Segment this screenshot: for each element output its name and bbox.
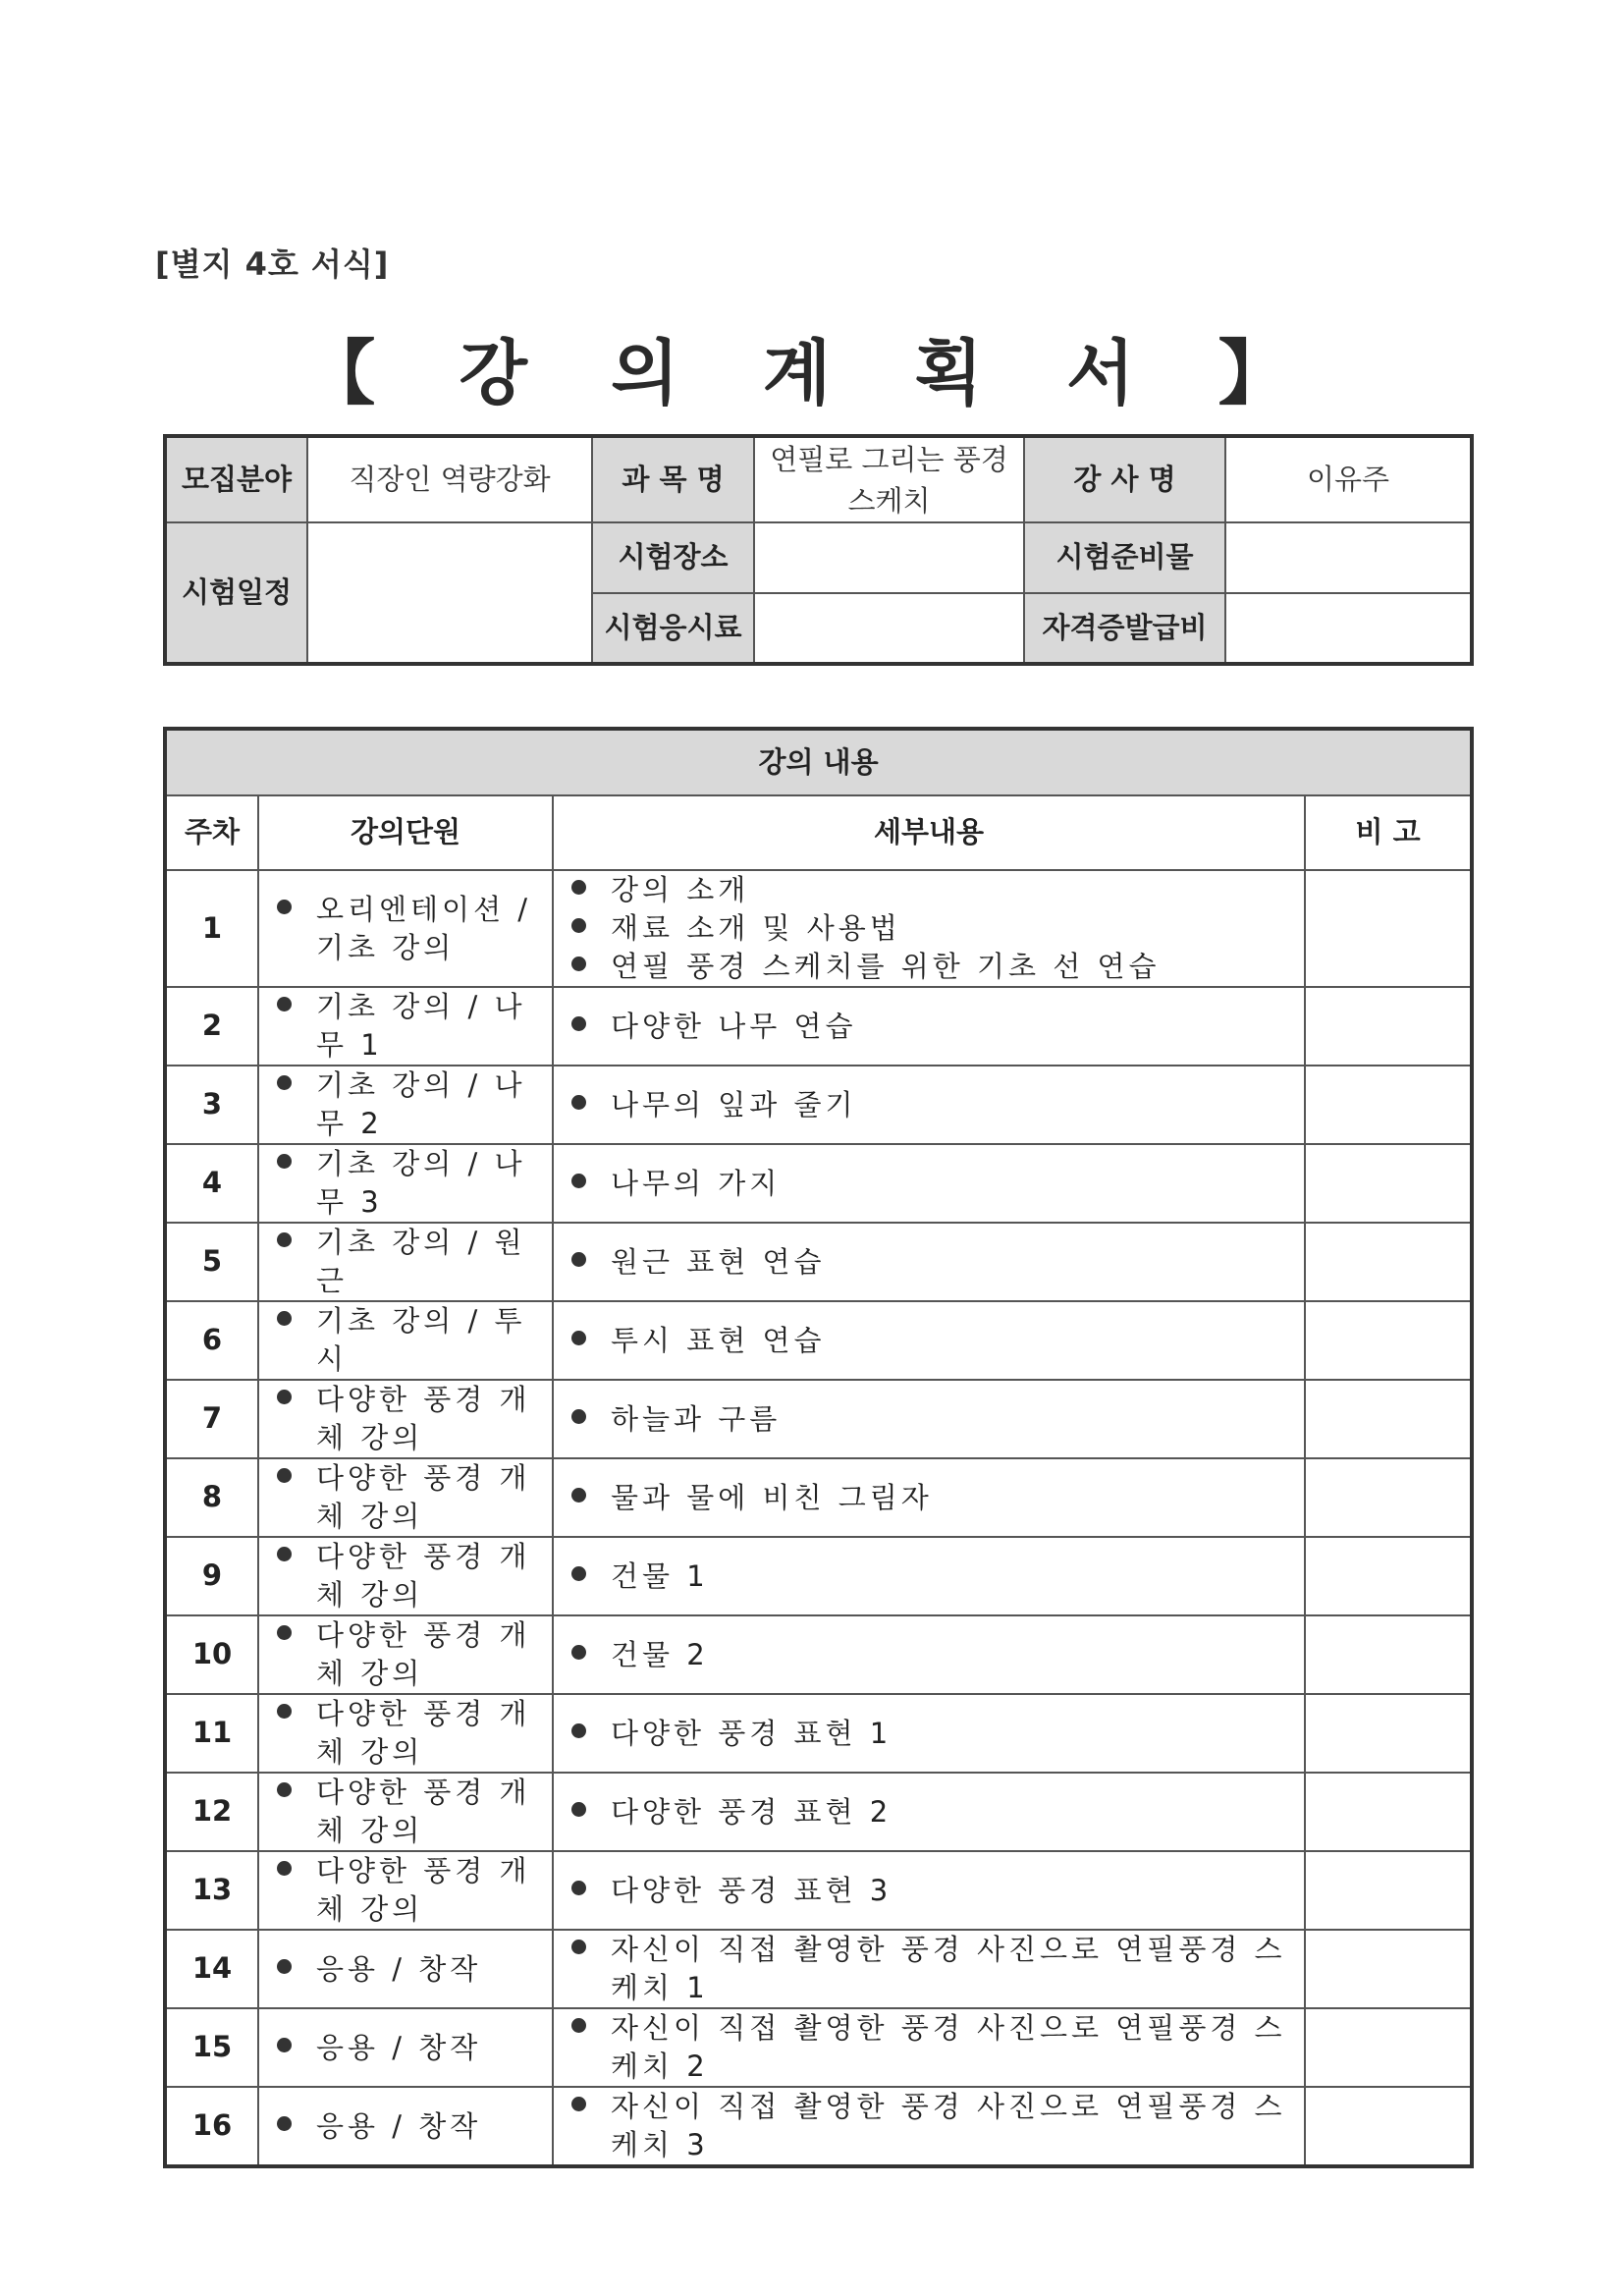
detail-item: 자신이 직접 촬영한 풍경 사진으로 연필풍경 스케치 3 bbox=[611, 2088, 1294, 2164]
note-cell bbox=[1305, 1694, 1472, 1773]
table-row bbox=[165, 1144, 1472, 1223]
table-row bbox=[165, 987, 1472, 1066]
table-row bbox=[165, 1380, 1472, 1458]
note-cell bbox=[1305, 1144, 1472, 1223]
unit-cell bbox=[258, 1851, 553, 1930]
exam-fee-label: 시험응시료 bbox=[592, 593, 754, 664]
detail-item: 강의 소개 bbox=[611, 871, 1294, 909]
unit-text: 기초 강의 / 나무 3 bbox=[316, 1145, 542, 1222]
document-title: 【 강 의 계 획 서 】 bbox=[304, 332, 1319, 414]
table-row bbox=[165, 1301, 1472, 1380]
week-cell: 14 bbox=[165, 1930, 258, 2008]
unit-text: 다양한 풍경 개체 강의 bbox=[316, 1695, 542, 1772]
detail-item: 건물 1 bbox=[611, 1558, 1294, 1596]
unit-text: 응용 / 창작 bbox=[316, 1950, 542, 1989]
note-cell bbox=[1305, 1380, 1472, 1458]
week-cell: 11 bbox=[165, 1694, 258, 1773]
unit-cell bbox=[258, 1773, 553, 1851]
detail-item: 나무의 잎과 줄기 bbox=[611, 1086, 1294, 1124]
table-row bbox=[165, 1930, 1472, 2008]
field-label: 모집분야 bbox=[165, 436, 307, 522]
detail-item: 다양한 나무 연습 bbox=[611, 1008, 1294, 1046]
detail-item: 연필 풍경 스케치를 위한 기초 선 연습 bbox=[611, 948, 1294, 986]
unit-text: 다양한 풍경 개체 강의 bbox=[316, 1538, 542, 1614]
unit-cell bbox=[258, 987, 553, 1066]
table-row bbox=[165, 2008, 1472, 2087]
week-cell: 2 bbox=[165, 987, 258, 1066]
unit-text: 응용 / 창작 bbox=[316, 2029, 542, 2067]
subject-value: 연필로 그리는 풍경 스케치 bbox=[754, 436, 1024, 522]
unit-cell bbox=[258, 1380, 553, 1458]
note-cell bbox=[1305, 987, 1472, 1066]
table-row bbox=[165, 1773, 1472, 1851]
note-cell bbox=[1305, 1930, 1472, 2008]
unit-text: 다양한 풍경 개체 강의 bbox=[316, 1774, 542, 1850]
week-cell: 7 bbox=[165, 1380, 258, 1458]
week-cell: 13 bbox=[165, 1851, 258, 1930]
field-value: 직장인 역량강화 bbox=[307, 436, 592, 522]
unit-text: 다양한 풍경 개체 강의 bbox=[316, 1616, 542, 1693]
detail-item: 다양한 풍경 표현 1 bbox=[611, 1715, 1294, 1753]
week-cell: 3 bbox=[165, 1066, 258, 1144]
note-cell bbox=[1305, 2008, 1472, 2087]
table-row bbox=[165, 1615, 1472, 1694]
unit-cell bbox=[258, 870, 553, 987]
unit-cell bbox=[258, 1694, 553, 1773]
subject-label: 과 목 명 bbox=[592, 436, 754, 522]
note-cell bbox=[1305, 1773, 1472, 1851]
detail-item: 다양한 풍경 표현 3 bbox=[611, 1872, 1294, 1910]
unit-cell bbox=[258, 1144, 553, 1223]
table-row bbox=[165, 2087, 1472, 2166]
detail-item: 하늘과 구름 bbox=[611, 1400, 1294, 1439]
detail-item: 재료 소개 및 사용법 bbox=[611, 909, 1294, 948]
unit-cell bbox=[258, 1458, 553, 1537]
course-info-table bbox=[163, 434, 1474, 666]
detail-cell bbox=[553, 1223, 1305, 1301]
detail-item: 건물 2 bbox=[611, 1636, 1294, 1674]
week-cell: 9 bbox=[165, 1537, 258, 1615]
note-cell bbox=[1305, 1458, 1472, 1537]
detail-header: 세부내용 bbox=[553, 795, 1305, 870]
detail-cell bbox=[553, 1537, 1305, 1615]
detail-item: 자신이 직접 촬영한 풍경 사진으로 연필풍경 스케치 2 bbox=[611, 2009, 1294, 2086]
unit-cell bbox=[258, 1223, 553, 1301]
unit-cell bbox=[258, 1066, 553, 1144]
week-cell: 15 bbox=[165, 2008, 258, 2087]
week-cell: 1 bbox=[165, 870, 258, 987]
exam-schedule-value bbox=[307, 522, 592, 664]
cert-fee-label: 자격증발급비 bbox=[1024, 593, 1225, 664]
exam-supplies-value bbox=[1225, 522, 1472, 593]
cert-fee-value bbox=[1225, 593, 1472, 664]
table-row bbox=[165, 1066, 1472, 1144]
exam-schedule-label: 시험일정 bbox=[165, 522, 307, 664]
unit-text: 다양한 풍경 개체 강의 bbox=[316, 1852, 542, 1929]
section-title: 강의 내용 bbox=[165, 729, 1472, 795]
exam-place-label: 시험장소 bbox=[592, 522, 754, 593]
note-cell bbox=[1305, 1537, 1472, 1615]
detail-cell bbox=[553, 1773, 1305, 1851]
detail-cell bbox=[553, 2008, 1305, 2087]
table-row bbox=[165, 1223, 1472, 1301]
unit-cell bbox=[258, 2087, 553, 2166]
detail-cell bbox=[553, 1066, 1305, 1144]
table-row bbox=[165, 870, 1472, 987]
detail-item: 자신이 직접 촬영한 풍경 사진으로 연필풍경 스케치 1 bbox=[611, 1931, 1294, 2007]
note-cell bbox=[1305, 2087, 1472, 2166]
unit-header: 강의단원 bbox=[258, 795, 553, 870]
exam-fee-value bbox=[754, 593, 1024, 664]
week-cell: 6 bbox=[165, 1301, 258, 1380]
note-cell bbox=[1305, 1301, 1472, 1380]
detail-cell bbox=[553, 1144, 1305, 1223]
detail-item: 원근 표현 연습 bbox=[611, 1243, 1294, 1282]
unit-cell bbox=[258, 1301, 553, 1380]
table-row bbox=[165, 1851, 1472, 1930]
note-cell bbox=[1305, 1066, 1472, 1144]
detail-cell bbox=[553, 1930, 1305, 2008]
unit-cell bbox=[258, 1537, 553, 1615]
detail-item: 물과 물에 비친 그림자 bbox=[611, 1479, 1294, 1517]
note-cell bbox=[1305, 1851, 1472, 1930]
detail-item: 다양한 풍경 표현 2 bbox=[611, 1793, 1294, 1831]
unit-cell bbox=[258, 2008, 553, 2087]
week-cell: 8 bbox=[165, 1458, 258, 1537]
detail-cell bbox=[553, 1851, 1305, 1930]
week-cell: 16 bbox=[165, 2087, 258, 2166]
detail-item: 나무의 가지 bbox=[611, 1165, 1294, 1203]
unit-text: 기초 강의 / 원근 bbox=[316, 1224, 542, 1300]
table-row bbox=[165, 1537, 1472, 1615]
exam-supplies-label: 시험준비물 bbox=[1024, 522, 1225, 593]
instructor-value: 이유주 bbox=[1225, 436, 1472, 522]
unit-text: 기초 강의 / 나무 1 bbox=[316, 988, 542, 1065]
instructor-label: 강 사 명 bbox=[1024, 436, 1225, 522]
unit-text: 기초 강의 / 투시 bbox=[316, 1302, 542, 1379]
detail-item: 투시 표현 연습 bbox=[611, 1322, 1294, 1360]
note-cell bbox=[1305, 870, 1472, 987]
note-cell bbox=[1305, 1615, 1472, 1694]
unit-text: 응용 / 창작 bbox=[316, 2107, 542, 2146]
unit-text: 다양한 풍경 개체 강의 bbox=[316, 1381, 542, 1457]
week-cell: 4 bbox=[165, 1144, 258, 1223]
table-row bbox=[165, 1694, 1472, 1773]
detail-cell bbox=[553, 987, 1305, 1066]
detail-cell bbox=[553, 2087, 1305, 2166]
week-cell: 12 bbox=[165, 1773, 258, 1851]
week-cell: 10 bbox=[165, 1615, 258, 1694]
unit-cell bbox=[258, 1930, 553, 2008]
detail-cell bbox=[553, 1301, 1305, 1380]
exam-place-value bbox=[754, 522, 1024, 593]
form-reference: [별지 4호 서식] bbox=[155, 246, 390, 283]
unit-cell bbox=[258, 1615, 553, 1694]
unit-text: 기초 강의 / 나무 2 bbox=[316, 1066, 542, 1143]
detail-cell bbox=[553, 1380, 1305, 1458]
note-header: 비 고 bbox=[1305, 795, 1472, 870]
week-cell: 5 bbox=[165, 1223, 258, 1301]
detail-cell bbox=[553, 1458, 1305, 1537]
unit-text: 다양한 풍경 개체 강의 bbox=[316, 1459, 542, 1536]
week-header: 주차 bbox=[165, 795, 258, 870]
detail-cell bbox=[553, 1615, 1305, 1694]
unit-text: 오리엔테이션 / 기초 강의 bbox=[316, 891, 542, 967]
lecture-plan-table bbox=[163, 727, 1474, 2168]
detail-cell bbox=[553, 1694, 1305, 1773]
detail-cell bbox=[553, 870, 1305, 987]
note-cell bbox=[1305, 1223, 1472, 1301]
table-row bbox=[165, 1458, 1472, 1537]
